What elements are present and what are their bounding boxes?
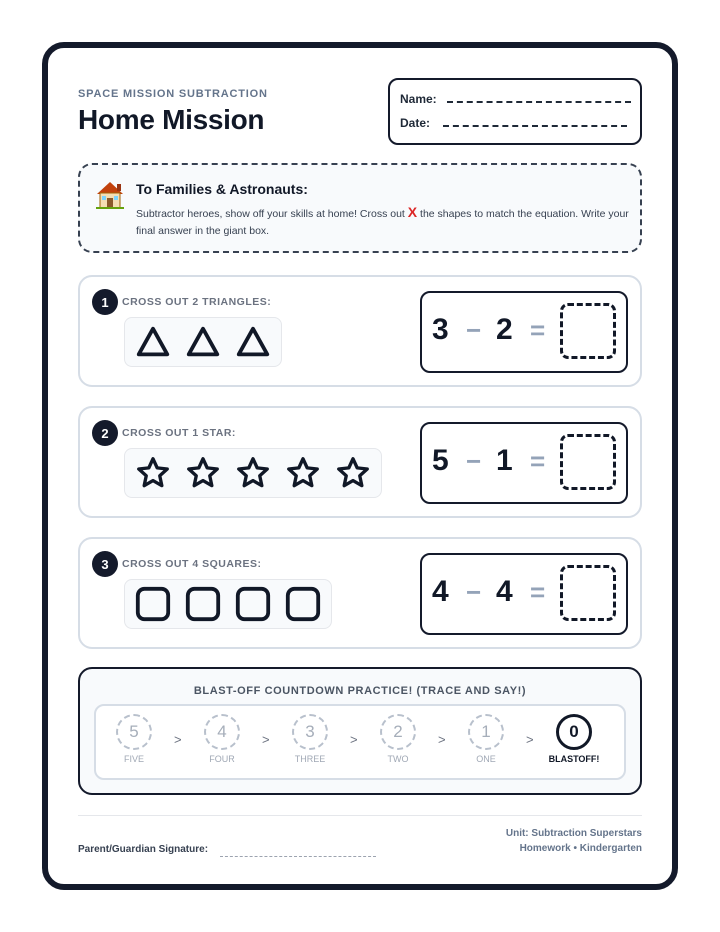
- triangle-icon[interactable]: [181, 320, 225, 364]
- minus-sign: −: [466, 577, 482, 607]
- countdown-number-3[interactable]: [280, 714, 340, 764]
- trace-circle: 2: [380, 714, 416, 750]
- worksheet: [42, 42, 678, 890]
- subtrahend: 2: [496, 313, 513, 346]
- answer-box[interactable]: [560, 303, 616, 359]
- blastoff-word: BLASTOFF!: [548, 754, 600, 764]
- families-note: [78, 163, 642, 253]
- date-row: [400, 116, 627, 130]
- minuend: 3: [432, 313, 449, 346]
- problem-2: [78, 406, 642, 518]
- problem-number: 1: [92, 289, 118, 315]
- star-icon[interactable]: [181, 451, 225, 495]
- answer-box[interactable]: [560, 434, 616, 490]
- arrow-icon: >: [262, 732, 270, 747]
- unit-info: [506, 826, 642, 856]
- problem-3: [78, 537, 642, 649]
- countdown-title: BLAST-OFF COUNTDOWN PRACTICE! (TRACE AND SAY!): [193, 685, 527, 697]
- subtrahend: 4: [496, 575, 513, 608]
- number-word: TWO: [387, 754, 409, 764]
- countdown-number-2[interactable]: [368, 714, 428, 764]
- number-word: ONE: [476, 754, 496, 764]
- problem-instruction: CROSS OUT 2 TRIANGLES:: [122, 296, 272, 308]
- shape-tray: [124, 579, 332, 629]
- number-word: THREE: [294, 754, 326, 764]
- trace-circle: 5: [116, 714, 152, 750]
- note-text-start: Subtractor heroes, show off your skills at home! Cross out: [136, 208, 408, 220]
- blastoff-circle: 0: [556, 714, 592, 750]
- equation-box: [420, 422, 628, 504]
- note-text-end: the shapes to match the equation. Write your final answer in the giant box.: [136, 208, 629, 237]
- minus-sign: −: [466, 446, 482, 476]
- problem-number: 2: [92, 420, 118, 446]
- problem-instruction: CROSS OUT 4 SQUARES:: [122, 558, 262, 570]
- star-icon[interactable]: [131, 451, 175, 495]
- arrow-icon: >: [350, 732, 358, 747]
- arrow-icon: >: [174, 732, 182, 747]
- cross-out-x-mark: X: [407, 204, 418, 220]
- name-row: [400, 92, 631, 106]
- number-word: FOUR: [209, 754, 235, 764]
- arrow-icon: >: [526, 732, 534, 747]
- shape-tray: [124, 317, 282, 367]
- arrow-icon: >: [438, 732, 446, 747]
- signature-line[interactable]: [220, 856, 376, 857]
- problem-instruction: CROSS OUT 1 STAR:: [122, 427, 236, 439]
- name-date-box: [388, 78, 642, 145]
- date-line[interactable]: [443, 125, 627, 127]
- date-label: Date:: [400, 116, 431, 130]
- countdown-track: [94, 704, 626, 780]
- note-heading: To Families & Astronauts:: [136, 181, 308, 197]
- name-line[interactable]: [447, 101, 631, 103]
- problem-1: [78, 275, 642, 387]
- trace-circle: 1: [468, 714, 504, 750]
- square-icon[interactable]: [281, 582, 325, 626]
- page-title: Home Mission: [78, 104, 265, 135]
- countdown-number-5[interactable]: [104, 714, 164, 764]
- equals-sign: =: [530, 446, 546, 476]
- subtrahend: 1: [496, 444, 513, 477]
- countdown-number-4[interactable]: [192, 714, 252, 764]
- house-icon: [94, 179, 126, 211]
- star-icon[interactable]: [331, 451, 375, 495]
- grade-line: Homework • Kindergarten: [519, 843, 642, 854]
- equation-box: [420, 291, 628, 373]
- equals-sign: =: [530, 577, 546, 607]
- note-text: [136, 204, 630, 240]
- shape-tray: [124, 448, 382, 498]
- trace-circle: 3: [292, 714, 328, 750]
- number-word: FIVE: [123, 754, 144, 764]
- triangle-icon[interactable]: [231, 320, 275, 364]
- countdown-number-1[interactable]: [456, 714, 516, 764]
- minuend: 4: [432, 575, 449, 608]
- answer-box[interactable]: [560, 565, 616, 621]
- worksheet-kicker: SPACE MISSION SUBTRACTION: [78, 88, 268, 100]
- countdown-panel: [78, 667, 642, 795]
- problem-number: 3: [92, 551, 118, 577]
- countdown-blastoff[interactable]: [544, 714, 604, 764]
- signature-label: Parent/Guardian Signature:: [78, 844, 209, 855]
- minus-sign: −: [466, 315, 482, 345]
- trace-circle: 4: [204, 714, 240, 750]
- equation-box: [420, 553, 628, 635]
- triangle-icon[interactable]: [131, 320, 175, 364]
- unit-line: Unit: Subtraction Superstars: [505, 828, 642, 839]
- star-icon[interactable]: [231, 451, 275, 495]
- square-icon[interactable]: [181, 582, 225, 626]
- minuend: 5: [432, 444, 449, 477]
- name-label: Name:: [400, 92, 437, 106]
- star-icon[interactable]: [281, 451, 325, 495]
- square-icon[interactable]: [231, 582, 275, 626]
- square-icon[interactable]: [131, 582, 175, 626]
- equals-sign: =: [530, 315, 546, 345]
- footer-divider: [78, 815, 642, 816]
